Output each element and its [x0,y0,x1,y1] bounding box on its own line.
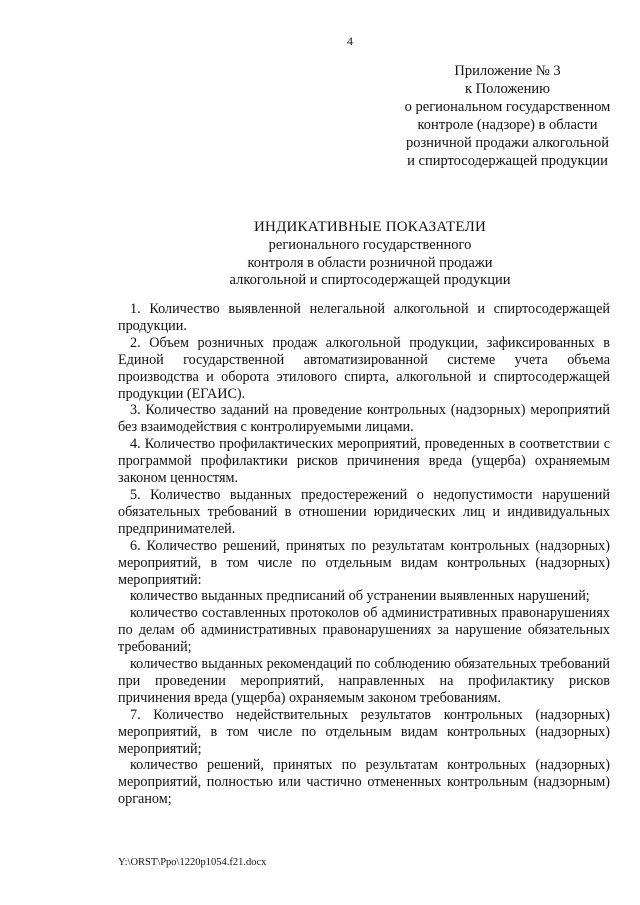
title-sub-line: контроля в области розничной продажи [247,254,493,271]
appendix-line: к Положению [465,81,550,97]
document-body [118,301,610,808]
appendix-line: о региональном государственном [404,99,611,115]
paragraph: 5. Количество выданных предостережений о недопустимости нарушений обязательных требований в отношении юридических лиц и индивидуальных предпринимателей. [118,486,610,537]
file-path-footer: Y:\ORST\Ppo\1220p1054.f21.docx [118,857,267,868]
title-sub-line: алкогольной и спиртосодержащей продукции [229,272,511,288]
paragraph: 1. Количество выявленной нелегальной алкогольной и спиртосодержащей продукции. [118,301,610,334]
appendix-line: Приложение № 3 [454,63,561,79]
paragraph: 4. Количество профилактических мероприятий, проведенных в соответствии с программой профилактики рисков причинения вреда (ущерба) охраняемым законом ценностям. [118,436,610,487]
paragraph: 7. Количество недействительных результатов контрольных (надзорных) мероприятий, в том числе по отдельным видам контрольных (надзорных) мероприятий; [118,706,610,757]
document-title [120,218,620,290]
page-number: 4 [347,34,353,48]
paragraph: количество решений, принятых по результатам контрольных (надзорных) мероприятий, полностью или частично отмененных контрольным (надзорным) органом; [118,757,610,808]
title-main: ИНДИКАТИВНЫЕ ПОКАЗАТЕЛИ [254,219,486,235]
paragraph: 6. Количество решений, принятых по результатам контрольных (надзорных) мероприятий, в том числе по отдельным видам контрольных (надзорных) мероприятий: [118,537,610,588]
paragraph: количество выданных рекомендаций по соблюдению обязательных требований при проведении мероприятий, направленных на профилактику рисков причинения вреда (ущерба) охраняемым законом требованиям. [118,656,610,706]
paragraph: количество составленных протоколов об административных правонарушениях по делам об административных правонарушениях за нарушение обязательных требований; [118,605,610,656]
title-sub-line: регионального государственного [268,237,472,253]
paragraph: 2. Объем розничных продаж алкогольной продукции, зафиксированных в Единой государственной автоматизированной системе учета объема производства и оборота этилового спирта, алкогольной и спиртосодержащей продукции (ЕГАИС). [118,334,610,402]
appendix-header [380,62,635,170]
appendix-line: и спиртосодержащей продукции [407,153,608,169]
appendix-line: контроле (надзоре) в области [417,117,598,133]
paragraph: 3. Количество заданий на проведение контрольных (надзорных) мероприятий без взаимодействия с контролируемыми лицами. [118,402,610,436]
appendix-line: розничной продажи алкогольной [405,135,610,151]
paragraph: количество выданных предписаний об устранении выявленных нарушений; [130,588,590,605]
